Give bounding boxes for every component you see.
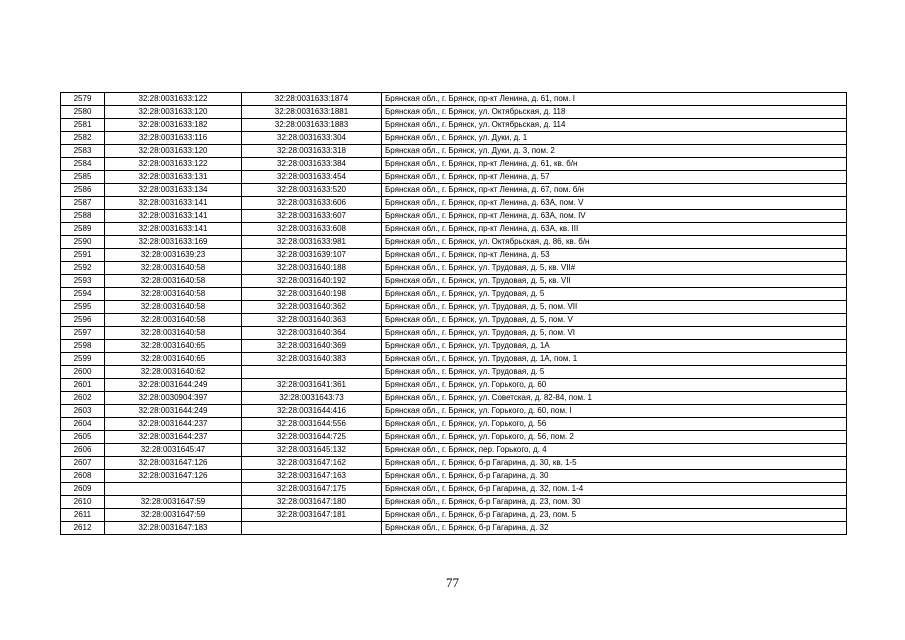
row-number-cell: 2595 [61, 301, 105, 314]
address-cell: Брянская обл., г. Брянск, б-р Гагарина, д. 23, пом. 5 [382, 509, 847, 522]
object-cadastral-number-cell: 32:28:0031641:361 [242, 379, 382, 392]
table-row [61, 119, 847, 132]
address-cell: Брянская обл., г. Брянск, б-р Гагарина, д. 30 [382, 470, 847, 483]
table-row [61, 93, 847, 106]
table-row [61, 392, 847, 405]
land-cadastral-number-cell: 32:28:0031644:249 [105, 379, 242, 392]
object-cadastral-number-cell: 32:28:0031640:369 [242, 340, 382, 353]
land-cadastral-number-cell: 32:28:0031645:47 [105, 444, 242, 457]
address-cell: Брянская обл., г. Брянск, б-р Гагарина, д. 32, пом. 1-4 [382, 483, 847, 496]
row-number-cell: 2612 [61, 522, 105, 535]
object-cadastral-number-cell: 32:28:0031640:363 [242, 314, 382, 327]
cadastral-table [60, 92, 847, 535]
object-cadastral-number-cell: 32:28:0031645:132 [242, 444, 382, 457]
object-cadastral-number-cell: 32:28:0031647:175 [242, 483, 382, 496]
row-number-cell: 2588 [61, 210, 105, 223]
table-row [61, 184, 847, 197]
row-number-cell: 2596 [61, 314, 105, 327]
row-number-cell: 2607 [61, 457, 105, 470]
object-cadastral-number-cell: 32:28:0031639:107 [242, 249, 382, 262]
object-cadastral-number-cell: 32:28:0031633:318 [242, 145, 382, 158]
row-number-cell: 2608 [61, 470, 105, 483]
row-number-cell: 2599 [61, 353, 105, 366]
table-row [61, 509, 847, 522]
row-number-cell: 2591 [61, 249, 105, 262]
object-cadastral-number-cell: 32:28:0031640:383 [242, 353, 382, 366]
row-number-cell: 2592 [61, 262, 105, 275]
row-number-cell: 2601 [61, 379, 105, 392]
address-cell: Брянская обл., г. Брянск, пр-кт Ленина, д. 67, пом. б/н [382, 184, 847, 197]
address-cell: Брянская обл., г. Брянск, ул. Горького, д. 56 [382, 418, 847, 431]
table-row [61, 301, 847, 314]
address-cell: Брянская обл., г. Брянск, ул. Горького, д. 56, пом. 2 [382, 431, 847, 444]
land-cadastral-number-cell: 32:28:0031633:122 [105, 158, 242, 171]
land-cadastral-number-cell [105, 483, 242, 496]
land-cadastral-number-cell: 32:28:0031644:237 [105, 431, 242, 444]
address-cell: Брянская обл., г. Брянск, ул. Трудовая, д. 5 [382, 366, 847, 379]
address-cell: Брянская обл., г. Брянск, ул. Октябрьская, д. 118 [382, 106, 847, 119]
address-cell: Брянская обл., г. Брянск, ул. Трудовая, д. 5, кв. VII [382, 275, 847, 288]
row-number-cell: 2598 [61, 340, 105, 353]
cadastral-table-body [61, 93, 847, 535]
object-cadastral-number-cell: 32:28:0031633:454 [242, 171, 382, 184]
row-number-cell: 2611 [61, 509, 105, 522]
object-cadastral-number-cell: 32:28:0031640:192 [242, 275, 382, 288]
object-cadastral-number-cell: 32:28:0031633:607 [242, 210, 382, 223]
land-cadastral-number-cell: 32:28:0031647:59 [105, 496, 242, 509]
land-cadastral-number-cell: 32:28:0031647:183 [105, 522, 242, 535]
table-row [61, 340, 847, 353]
table-row [61, 314, 847, 327]
row-number-cell: 2609 [61, 483, 105, 496]
land-cadastral-number-cell: 32:28:0031633:122 [105, 93, 242, 106]
land-cadastral-number-cell: 32:28:0031647:126 [105, 457, 242, 470]
address-cell: Брянская обл., г. Брянск, пр-кт Ленина, д. 61, кв. б/н [382, 158, 847, 171]
land-cadastral-number-cell: 32:28:0031640:58 [105, 288, 242, 301]
object-cadastral-number-cell: 32:28:0031640:188 [242, 262, 382, 275]
address-cell: Брянская обл., г. Брянск, пр-кт Ленина, д. 63А, пом. IV [382, 210, 847, 223]
object-cadastral-number-cell: 32:28:0031644:725 [242, 431, 382, 444]
land-cadastral-number-cell: 32:28:0031640:58 [105, 314, 242, 327]
row-number-cell: 2580 [61, 106, 105, 119]
row-number-cell: 2579 [61, 93, 105, 106]
object-cadastral-number-cell [242, 522, 382, 535]
land-cadastral-number-cell: 32:28:0031633:134 [105, 184, 242, 197]
table-row [61, 145, 847, 158]
table-row [61, 171, 847, 184]
land-cadastral-number-cell: 32:28:0031647:59 [105, 509, 242, 522]
row-number-cell: 2606 [61, 444, 105, 457]
land-cadastral-number-cell: 32:28:0031640:62 [105, 366, 242, 379]
land-cadastral-number-cell: 32:28:0031633:116 [105, 132, 242, 145]
object-cadastral-number-cell: 32:28:0031633:608 [242, 223, 382, 236]
object-cadastral-number-cell: 32:28:0031633:981 [242, 236, 382, 249]
object-cadastral-number-cell: 32:28:0031644:416 [242, 405, 382, 418]
table-row [61, 353, 847, 366]
address-cell: Брянская обл., г. Брянск, б-р Гагарина, д. 32 [382, 522, 847, 535]
table-row [61, 197, 847, 210]
row-number-cell: 2597 [61, 327, 105, 340]
address-cell: Брянская обл., г. Брянск, пр-кт Ленина, д. 53 [382, 249, 847, 262]
object-cadastral-number-cell: 32:28:0031633:384 [242, 158, 382, 171]
land-cadastral-number-cell: 32:28:0031633:141 [105, 197, 242, 210]
object-cadastral-number-cell: 32:28:0031633:1881 [242, 106, 382, 119]
object-cadastral-number-cell: 32:28:0031633:520 [242, 184, 382, 197]
address-cell: Брянская обл., г. Брянск, ул. Горького, д. 60 [382, 379, 847, 392]
land-cadastral-number-cell: 32:28:0031633:182 [105, 119, 242, 132]
object-cadastral-number-cell: 32:28:0031633:1883 [242, 119, 382, 132]
object-cadastral-number-cell: 32:28:0031647:162 [242, 457, 382, 470]
table-row [61, 431, 847, 444]
address-cell: Брянская обл., г. Брянск, ул. Октябрьская, д. 86, кв. б/н [382, 236, 847, 249]
land-cadastral-number-cell: 32:28:0031640:58 [105, 327, 242, 340]
land-cadastral-number-cell: 32:28:0031644:249 [105, 405, 242, 418]
address-cell: Брянская обл., г. Брянск, пр-кт Ленина, д. 63А, кв. III [382, 223, 847, 236]
object-cadastral-number-cell: 32:28:0031647:181 [242, 509, 382, 522]
row-number-cell: 2589 [61, 223, 105, 236]
table-row [61, 418, 847, 431]
address-cell: Брянская обл., г. Брянск, ул. Трудовая, д. 5, кв. VII# [382, 262, 847, 275]
table-row [61, 249, 847, 262]
table-row [61, 288, 847, 301]
table-row [61, 522, 847, 535]
land-cadastral-number-cell: 32:28:0031633:141 [105, 223, 242, 236]
land-cadastral-number-cell: 32:28:0031639:23 [105, 249, 242, 262]
land-cadastral-number-cell: 32:28:0031640:58 [105, 301, 242, 314]
row-number-cell: 2585 [61, 171, 105, 184]
table-row [61, 223, 847, 236]
address-cell: Брянская обл., г. Брянск, ул. Советская, д. 82-84, пом. 1 [382, 392, 847, 405]
table-row [61, 366, 847, 379]
row-number-cell: 2600 [61, 366, 105, 379]
row-number-cell: 2603 [61, 405, 105, 418]
address-cell: Брянская обл., г. Брянск, ул. Трудовая, д. 5, пом. V [382, 314, 847, 327]
row-number-cell: 2583 [61, 145, 105, 158]
table-row [61, 496, 847, 509]
land-cadastral-number-cell: 32:28:0031640:58 [105, 275, 242, 288]
row-number-cell: 2587 [61, 197, 105, 210]
row-number-cell: 2582 [61, 132, 105, 145]
address-cell: Брянская обл., г. Брянск, пр-кт Ленина, д. 63А, пом. V [382, 197, 847, 210]
address-cell: Брянская обл., г. Брянск, ул. Дуки, д. 1 [382, 132, 847, 145]
land-cadastral-number-cell: 32:28:0031644:237 [105, 418, 242, 431]
land-cadastral-number-cell: 32:28:0031633:120 [105, 145, 242, 158]
object-cadastral-number-cell: 32:28:0031647:163 [242, 470, 382, 483]
address-cell: Брянская обл., г. Брянск, ул. Горького, д. 60, пом. I [382, 405, 847, 418]
table-row [61, 132, 847, 145]
table-row [61, 379, 847, 392]
row-number-cell: 2590 [61, 236, 105, 249]
object-cadastral-number-cell: 32:28:0031640:198 [242, 288, 382, 301]
address-cell: Брянская обл., г. Брянск, ул. Трудовая, д. 1А, пом. 1 [382, 353, 847, 366]
row-number-cell: 2593 [61, 275, 105, 288]
table-row [61, 405, 847, 418]
row-number-cell: 2594 [61, 288, 105, 301]
address-cell: Брянская обл., г. Брянск, ул. Трудовая, д. 5 [382, 288, 847, 301]
object-cadastral-number-cell: 32:28:0031633:606 [242, 197, 382, 210]
table-row [61, 236, 847, 249]
table-row [61, 275, 847, 288]
land-cadastral-number-cell: 32:28:0031633:169 [105, 236, 242, 249]
address-cell: Брянская обл., г. Брянск, ул. Трудовая, д. 1А [382, 340, 847, 353]
address-cell: Брянская обл., г. Брянск, б-р Гагарина, д. 30, кв. 1-5 [382, 457, 847, 470]
table-row [61, 210, 847, 223]
object-cadastral-number-cell: 32:28:0031640:364 [242, 327, 382, 340]
land-cadastral-number-cell: 32:28:0031647:126 [105, 470, 242, 483]
address-cell: Брянская обл., г. Брянск, пр-кт Ленина, д. 57 [382, 171, 847, 184]
table-row [61, 483, 847, 496]
land-cadastral-number-cell: 32:28:0031640:65 [105, 353, 242, 366]
table-row [61, 106, 847, 119]
object-cadastral-number-cell: 32:28:0031640:362 [242, 301, 382, 314]
object-cadastral-number-cell: 32:28:0031644:556 [242, 418, 382, 431]
row-number-cell: 2581 [61, 119, 105, 132]
address-cell: Брянская обл., г. Брянск, пер. Горького, д. 4 [382, 444, 847, 457]
row-number-cell: 2610 [61, 496, 105, 509]
object-cadastral-number-cell [242, 366, 382, 379]
address-cell: Брянская обл., г. Брянск, пр-кт Ленина, д. 61, пом. I [382, 93, 847, 106]
address-cell: Брянская обл., г. Брянск, ул. Трудовая, д. 5, пом. VI [382, 327, 847, 340]
table-row [61, 470, 847, 483]
object-cadastral-number-cell: 32:28:0031633:1874 [242, 93, 382, 106]
address-cell: Брянская обл., г. Брянск, ул. Дуки, д. 3, пом. 2 [382, 145, 847, 158]
row-number-cell: 2584 [61, 158, 105, 171]
table-row [61, 327, 847, 340]
table-row [61, 444, 847, 457]
address-cell: Брянская обл., г. Брянск, ул. Октябрьская, д. 114 [382, 119, 847, 132]
row-number-cell: 2602 [61, 392, 105, 405]
address-cell: Брянская обл., г. Брянск, б-р Гагарина, д. 23, пом. 30 [382, 496, 847, 509]
object-cadastral-number-cell: 32:28:0031633:304 [242, 132, 382, 145]
table-row [61, 158, 847, 171]
row-number-cell: 2586 [61, 184, 105, 197]
table-row [61, 262, 847, 275]
object-cadastral-number-cell: 32:28:0031643:73 [242, 392, 382, 405]
object-cadastral-number-cell: 32:28:0031647:180 [242, 496, 382, 509]
land-cadastral-number-cell: 32:28:0031633:131 [105, 171, 242, 184]
table-row [61, 457, 847, 470]
row-number-cell: 2604 [61, 418, 105, 431]
land-cadastral-number-cell: 32:28:0030904:397 [105, 392, 242, 405]
address-cell: Брянская обл., г. Брянск, ул. Трудовая, д. 5, пом. VII [382, 301, 847, 314]
land-cadastral-number-cell: 32:28:0031640:65 [105, 340, 242, 353]
land-cadastral-number-cell: 32:28:0031633:141 [105, 210, 242, 223]
page-number: 77 [446, 575, 459, 590]
row-number-cell: 2605 [61, 431, 105, 444]
land-cadastral-number-cell: 32:28:0031633:120 [105, 106, 242, 119]
land-cadastral-number-cell: 32:28:0031640:58 [105, 262, 242, 275]
